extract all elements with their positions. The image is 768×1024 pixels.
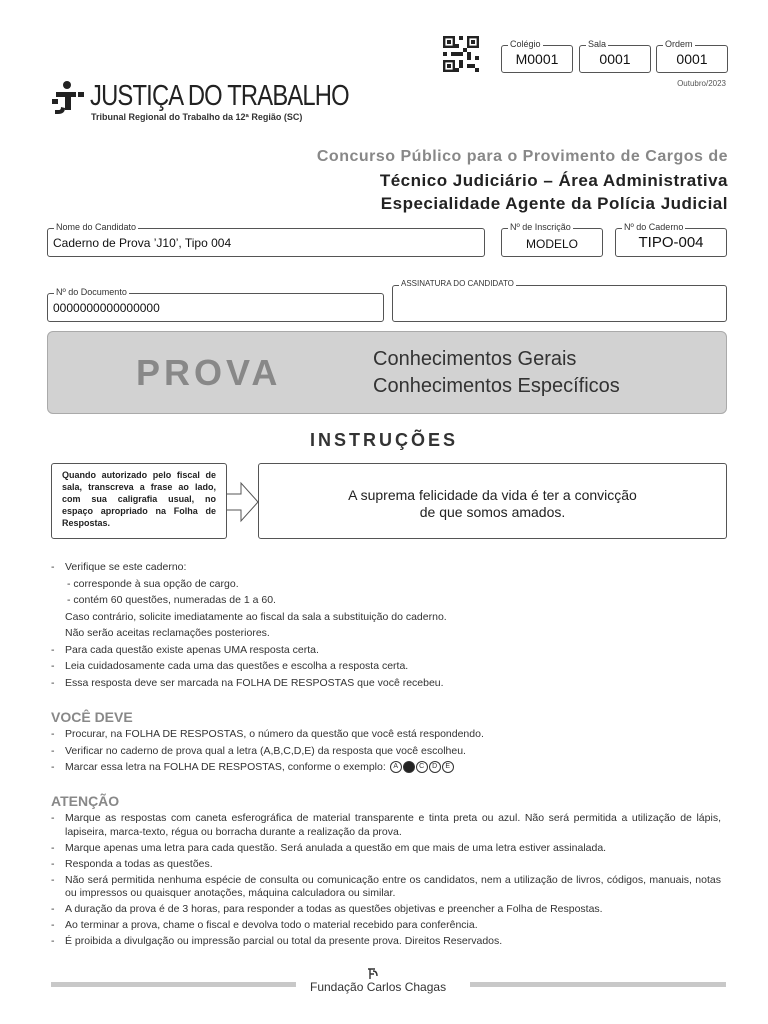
justica-trabalho-logo-icon	[52, 80, 86, 118]
caderno-value: TIPO-004	[638, 234, 704, 251]
colegio-box	[501, 39, 573, 73]
colegio-label: Colégio	[510, 39, 541, 49]
phrase-box	[258, 463, 727, 539]
list-item: - Verifique se este caderno:	[51, 559, 447, 576]
nome-candidato-field	[47, 222, 485, 257]
org-subtitle: Tribunal Regional do Trabalho da 12ª Região (SC)	[91, 112, 303, 122]
verification-list	[51, 559, 447, 691]
list-item: Não serão aceitas reclamações posteriores.	[65, 627, 270, 639]
prova-subject-2: Conhecimentos Específicos	[373, 375, 620, 397]
colegio-value: M0001	[515, 51, 559, 67]
nome-candidato-value: Caderno de Prova ’J10’, Tipo 004	[53, 236, 232, 250]
qr-code	[443, 36, 479, 72]
inscricao-value: MODELO	[525, 237, 578, 251]
list-item: Caso contrário, solicite imediatamente ao fiscal da sala a substituição do caderno.	[65, 610, 447, 623]
list-item	[51, 759, 484, 776]
bubble-a-icon: A	[390, 761, 402, 773]
voce-deve-title: VOCÊ DEVE	[51, 709, 133, 725]
sala-label: Sala	[588, 39, 607, 49]
phrase-line-2: de que somos amados.	[419, 504, 566, 520]
cargo-title: Técnico Judiciário – Área Administrativa	[379, 171, 728, 190]
footer-bar-left	[51, 982, 296, 987]
bubble-c-icon: C	[416, 761, 428, 773]
bubble-d-icon: D	[429, 761, 441, 773]
list-item: - Não será permitida nenhuma espécie de consulta ou comunicação entre os candidatos, nem a utilização de livros, códigos, manuais, notas ou impressos ou quaisquer anotações, máquina calculadora ou similar.	[51, 874, 721, 901]
list-item: - Procurar, na FOLHA DE RESPOSTAS, o número da questão que você está respondendo.	[51, 726, 484, 743]
phrase-line-1: A suprema felicidade da vida é ter a convicção	[348, 487, 637, 503]
assinatura-field	[392, 279, 727, 322]
list-item: - Para cada questão existe apenas UMA resposta certa.	[51, 642, 447, 659]
list-item: - Marque apenas uma letra para cada questão. Será anulada a questão em que mais de uma letra estiver assinalada.	[51, 842, 721, 856]
assinatura-label: ASSINATURA DO CANDIDATO	[401, 279, 514, 288]
exam-date: Outubro/2023	[677, 79, 726, 88]
instrucoes-title: INSTRUÇÕES	[309, 430, 458, 450]
ordem-value: 0001	[676, 51, 708, 67]
inscricao-label: Nº de Inscrição	[510, 222, 571, 232]
caderno-label: Nº do Caderno	[624, 222, 684, 232]
list-item: - A duração da prova é de 3 horas, para responder a todas as questões objetivas e preencher a Folha de Respostas.	[51, 903, 721, 917]
nome-candidato-label: Nome do Candidato	[56, 222, 137, 232]
list-item: - É proibida a divulgação ou impressão parcial ou total da presente prova. Direitos Reservados.	[51, 935, 721, 949]
fcc-name: Fundação Carlos Chagas	[310, 980, 447, 994]
documento-field	[47, 287, 384, 322]
sala-value: 0001	[599, 51, 631, 67]
list-item: - contém 60 questões, numeradas de 1 a 60.	[67, 594, 276, 606]
list-item: - corresponde à sua opção de cargo.	[67, 577, 239, 590]
list-item: - Ao terminar a prova, chame o fiscal e devolva todo o material recebido para conferência.	[51, 919, 721, 933]
fcc-logo-icon	[365, 967, 379, 981]
list-item: - Leia cuidadosamente cada uma das questões e escolha a resposta certa.	[51, 658, 447, 675]
sala-box	[579, 39, 651, 73]
answer-bubbles-example	[389, 759, 454, 776]
list-item: - Responda a todas as questões.	[51, 858, 721, 872]
documento-value: 0000000000000000	[53, 301, 160, 315]
atencao-title: ATENÇÃO	[51, 793, 120, 809]
bubble-e-icon: E	[442, 761, 454, 773]
marking-instruction: Marcar essa letra na FOLHA DE RESPOSTAS, conforme o exemplo:	[65, 761, 386, 774]
prova-subject-1: Conhecimentos Gerais	[373, 348, 577, 370]
voce-deve-list	[51, 726, 484, 776]
especialidade-title: Especialidade Agente da Polícia Judicial	[380, 194, 728, 213]
documento-label: Nº do Documento	[56, 287, 127, 297]
prova-subjects	[373, 346, 620, 400]
prova-word: PROVA	[136, 352, 282, 393]
list-item: - Essa resposta deve ser marcada na FOLHA DE RESPOSTAS que você recebeu.	[51, 675, 447, 692]
list-item: - Marque as respostas com caneta esferográfica de material transparente e tinta preta ou azul. Não será permitida a utilização de lápis, lapiseira, marca-texto, régua ou borracha durante a realização da prova.	[51, 812, 721, 839]
caderno-field	[615, 222, 727, 257]
bubble-b-filled-icon: B	[403, 761, 415, 773]
concurso-title: Concurso Público para o Provimento de Cargos de	[316, 148, 728, 165]
arrow-right-icon	[227, 481, 259, 523]
transcribe-instruction-box: Quando autorizado pelo fiscal de sala, transcreva a frase ao lado, com sua caligrafia usual, no espaço apropriado na Folha de Respostas.	[51, 463, 227, 539]
footer-bar-right	[470, 982, 726, 987]
inscricao-field	[501, 222, 603, 257]
org-title: JUSTIÇA DO TRABALHO	[90, 80, 349, 112]
list-item: - Verificar no caderno de prova qual a letra (A,B,C,D,E) da resposta que você escolheu.	[51, 743, 484, 760]
ordem-label: Ordem	[665, 39, 693, 49]
ordem-box	[656, 39, 728, 73]
atencao-list	[51, 812, 721, 951]
prova-banner	[47, 331, 727, 414]
